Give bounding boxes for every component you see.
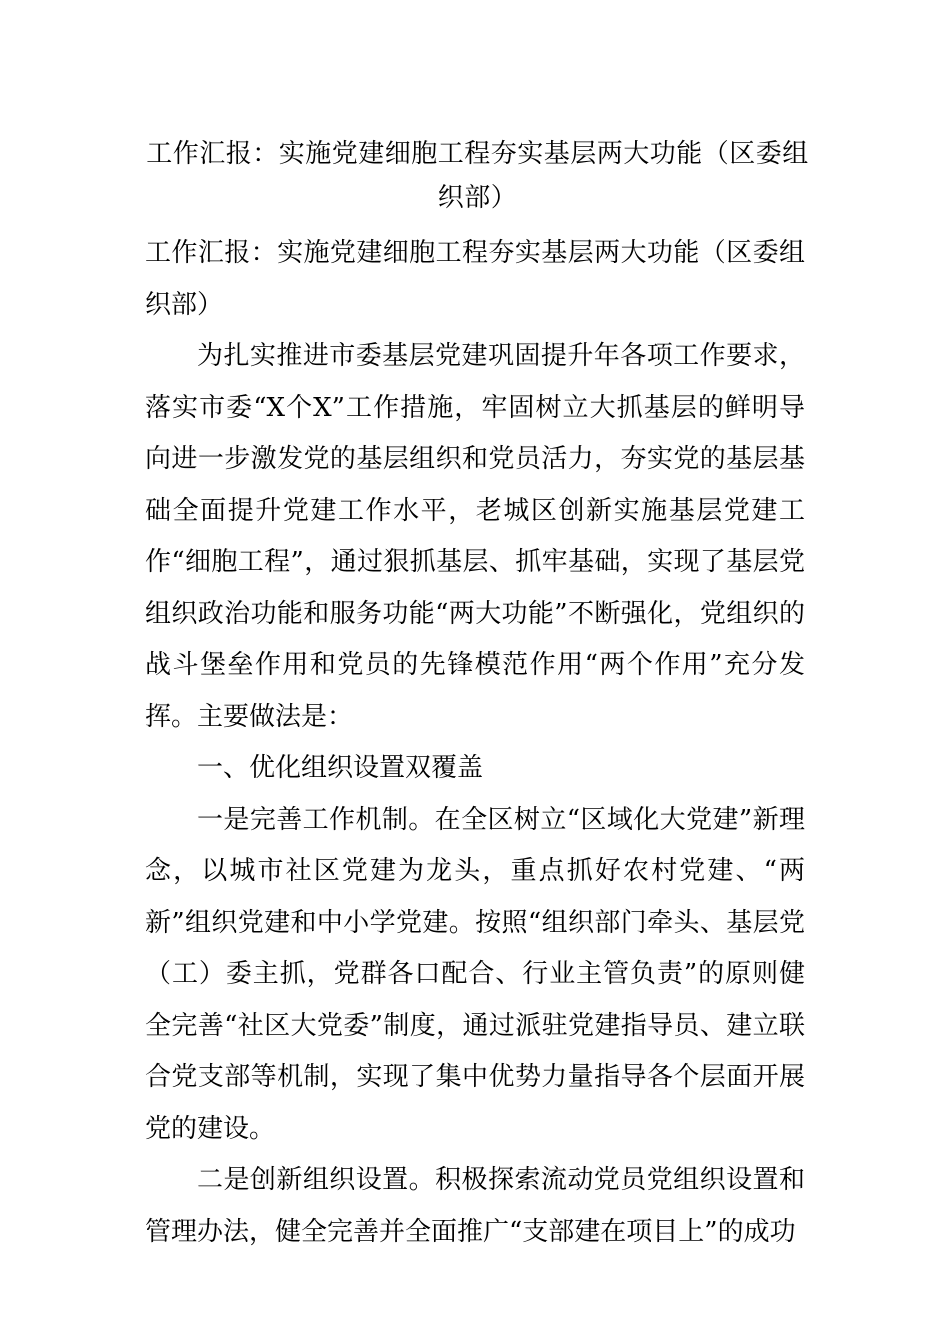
- section-heading-1: 一、优化组织设置双覆盖: [197, 753, 484, 783]
- paragraph-organization: 二是创新组织设置。积极探索流动党员党组织设置和管理办法，健全完善并全面推广“支部建在项目上”的成功: [145, 1165, 805, 1247]
- paragraph-mechanism: 一是完善工作机制。在全区树立“区域化大党建”新理念，以城市社区党建为龙头，重点抓好农村党建、“两新”组织党建和中小学党建。按照“组织部门牵头、基层党（工）委主抓，党群各口配合、行业主管负责”的原则健全完善“社区大党委”制度，通过派驻党建指导员、建立联合党支部等机制，实现了集中优势力量指导各个层面开展党的建设。: [145, 804, 805, 1144]
- document-subtitle: 工作汇报：实施党建细胞工程夯实基层两大功能（区委组织部）: [145, 238, 805, 320]
- paragraph-intro: 为扎实推进市委基层党建巩固提升年各项工作要求，落实市委“X个X”工作措施，牢固树立大抓基层的鲜明导向进一步激发党的基层组织和党员活力，夯实党的基层基础全面提升党建工作水平，老城区创新实施基层党建工作“细胞工程”，通过狠抓基层、抓牢基础，实现了基层党组织政治功能和服务功能“两大功能”不断强化，党组织的战斗堡垒作用和党员的先锋模范作用“两个作用”充分发挥。主要做法是：: [145, 341, 805, 732]
- document-body: [145, 228, 805, 1258]
- document-title: 工作汇报：实施党建细胞工程夯实基层两大功能（区委组织部）: [146, 139, 809, 213]
